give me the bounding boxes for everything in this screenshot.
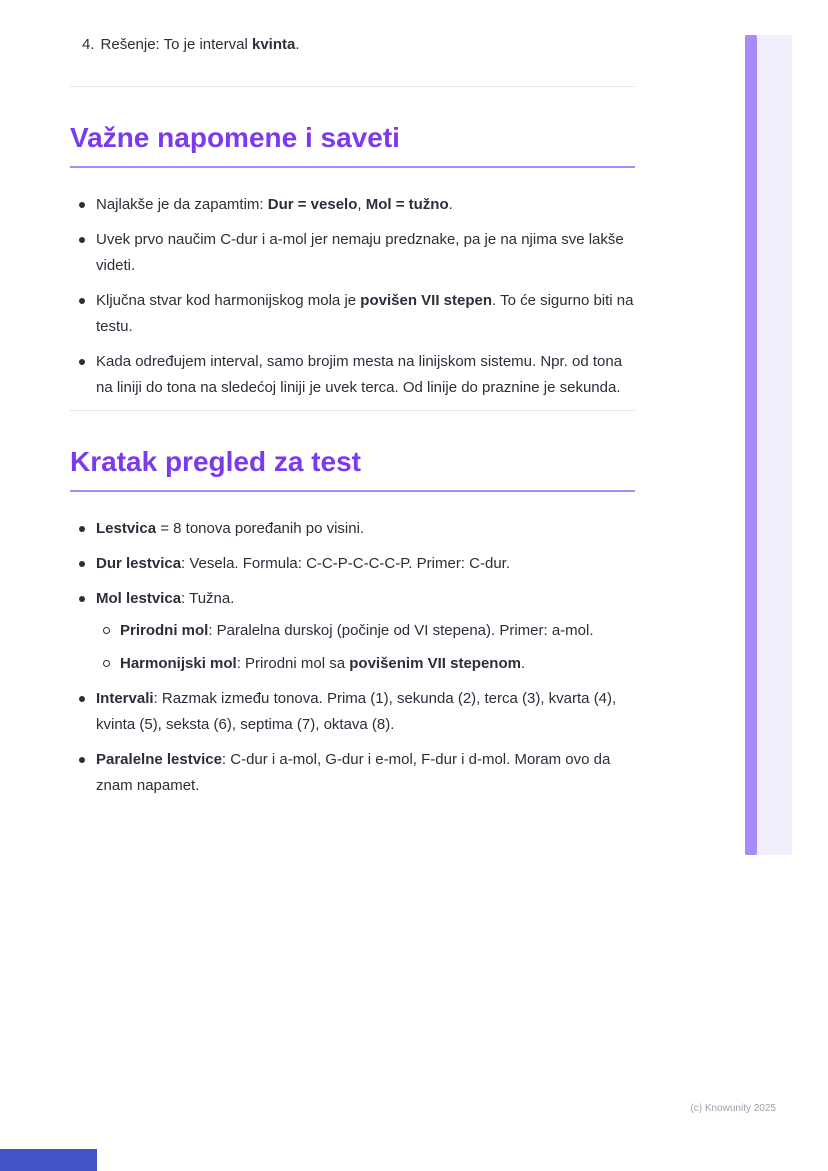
section-divider [70, 86, 635, 87]
list-item: Lestvica = 8 tonova poređanih po visini. [70, 516, 635, 542]
list-item: Intervali: Razmak između tonova. Prima (1), sekunda (2), terca (3), kvarta (4), kvinta (5), seksta (6), septima (7), oktava (8). [70, 686, 635, 738]
list-item: Uvek prvo naučim C-dur i a-mol jer nemaju predznake, pa je na njima sve lakše videti. [70, 227, 635, 279]
corner-block [0, 1149, 97, 1171]
sub-list-item: Harmonijski mol: Prirodni mol sa povišenim VII stepenom. [96, 651, 635, 677]
mol-sub-list [96, 618, 635, 677]
sub-list-item: Prirodni mol: Paralelna durskoj (počinje od VI stepena). Primer: a-mol. [96, 618, 635, 644]
list-item: Paralelne lestvice: C-dur i a-mol, G-dur i e-mol, F-dur i d-mol. Moram ovo da znam napamet. [70, 747, 635, 799]
review-list [70, 516, 635, 799]
list-number: 4. [82, 36, 95, 53]
list-item: Najlakše je da zapamtim: Dur = veselo, Mol = tužno. [70, 192, 635, 218]
list-item [70, 586, 635, 677]
section-heading-review: Kratak pregled za test [70, 445, 635, 492]
section-divider [70, 410, 635, 411]
list-text: Mol lestvica: Tužna. [96, 590, 235, 607]
footer-credit: (c) Knowunity 2025 [690, 1103, 776, 1114]
list-item: Ključna stvar kod harmonijskog mola je povišen VII stepen. To će sigurno biti na testu. [70, 288, 635, 340]
page-edge-strip-dark [745, 35, 757, 855]
section-heading-notes: Važne napomene i saveti [70, 121, 635, 168]
list-text: Rešenje: To je interval kvinta. [100, 36, 300, 53]
list-item: Kada određujem interval, samo brojim mesta na linijskom sistemu. Npr. od tona na liniji do tona na sledećoj liniji je uvek terca. Od linije do praznine je sekunda. [70, 349, 635, 401]
page-edge-strip-light [757, 35, 792, 855]
notes-list [70, 192, 635, 401]
list-item: Dur lestvica: Vesela. Formula: C-C-P-C-C-C-P. Primer: C-dur. [70, 551, 635, 577]
numbered-list-item [70, 32, 635, 58]
document-content [70, 0, 635, 808]
